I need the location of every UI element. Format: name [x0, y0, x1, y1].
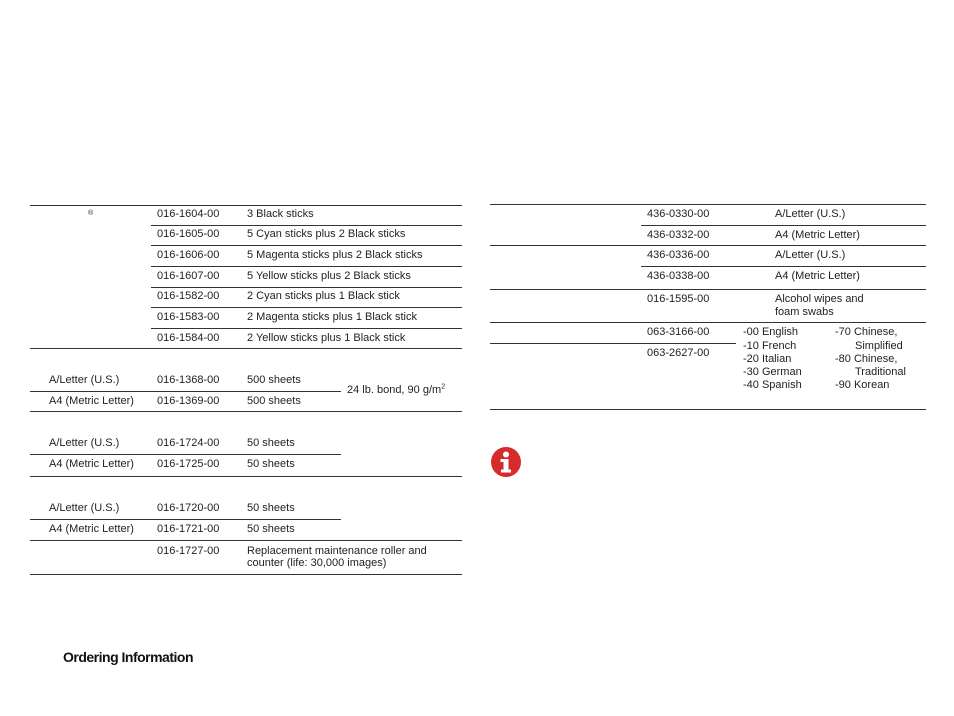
rule — [151, 266, 462, 267]
info-icon — [490, 446, 522, 478]
description-line2: foam swabs — [775, 306, 834, 318]
rule — [151, 225, 462, 226]
part-number: 016-1606-00 — [157, 249, 220, 261]
part-number: 016-1604-00 — [157, 208, 220, 220]
rule — [490, 204, 926, 205]
rule — [151, 245, 462, 246]
rule — [490, 322, 926, 323]
paper-size: A/Letter (U.S.) — [49, 374, 120, 386]
language: -90 Korean — [835, 379, 890, 391]
rule — [641, 225, 926, 226]
rule — [30, 454, 341, 455]
part-number: 016-1595-00 — [647, 293, 710, 305]
rule — [30, 348, 462, 349]
part-number: 016-1582-00 — [157, 290, 220, 302]
part-number: 016-1727-00 — [157, 545, 220, 557]
part-number: 016-1721-00 — [157, 523, 220, 535]
description: 50 sheets — [247, 502, 295, 514]
part-number: 016-1607-00 — [157, 270, 220, 282]
rule — [30, 574, 462, 575]
description: A4 (Metric Letter) — [775, 270, 860, 282]
description-line2: counter (life: 30,000 images) — [247, 557, 387, 569]
paper-size: A4 (Metric Letter) — [49, 458, 134, 470]
language: -30 German — [743, 366, 802, 378]
part-number: 016-1724-00 — [157, 437, 220, 449]
paper-size: A4 (Metric Letter) — [49, 523, 134, 535]
rule — [151, 328, 462, 329]
rule — [490, 343, 736, 344]
paper-size: A4 (Metric Letter) — [49, 395, 134, 407]
rule — [30, 411, 462, 412]
language: -40 Spanish — [743, 379, 802, 391]
description: A/Letter (U.S.) — [775, 249, 846, 261]
language: Simplified — [855, 340, 903, 352]
description: 5 Magenta sticks plus 2 Black sticks — [247, 249, 423, 261]
part-number: 016-1725-00 — [157, 458, 220, 470]
part-number: 063-2627-00 — [647, 347, 710, 359]
description: 5 Yellow sticks plus 2 Black sticks — [247, 270, 411, 282]
part-number: 016-1583-00 — [157, 311, 220, 323]
rule — [30, 519, 341, 520]
part-number: 016-1584-00 — [157, 332, 220, 344]
paper-size: A/Letter (U.S.) — [49, 437, 120, 449]
description: 50 sheets — [247, 523, 295, 535]
description: 500 sheets — [247, 374, 301, 386]
language: -70 Chinese, — [835, 326, 898, 338]
part-number: 436-0332-00 — [647, 229, 710, 241]
rule — [490, 409, 926, 410]
part-number: 436-0336-00 — [647, 249, 710, 261]
part-number: 016-1605-00 — [157, 228, 220, 240]
description: 2 Magenta sticks plus 1 Black stick — [247, 311, 417, 323]
rule — [30, 391, 341, 392]
part-number: 436-0338-00 — [647, 270, 710, 282]
description: 2 Cyan sticks plus 1 Black stick — [247, 290, 400, 302]
description-line1: Alcohol wipes and — [775, 293, 864, 305]
description: 2 Yellow sticks plus 1 Black stick — [247, 332, 406, 344]
description: A4 (Metric Letter) — [775, 229, 860, 241]
part-number: 016-1368-00 — [157, 374, 220, 386]
footer-title: Ordering Information — [63, 649, 193, 665]
paper-size: A/Letter (U.S.) — [49, 502, 120, 514]
language: -10 French — [743, 340, 797, 352]
description: 500 sheets — [247, 395, 301, 407]
part-number: 016-1369-00 — [157, 395, 220, 407]
description-line1: Replacement maintenance roller and — [247, 545, 427, 557]
description: 3 Black sticks — [247, 208, 314, 220]
rule — [151, 307, 462, 308]
paper-note-superscript: 2 — [441, 383, 446, 391]
description: 50 sheets — [247, 458, 295, 470]
rule — [30, 205, 462, 206]
paper-note-text: 24 lb. bond, 90 g/m — [347, 384, 442, 396]
part-number: 436-0330-00 — [647, 208, 710, 220]
language: -00 English — [743, 326, 799, 338]
language: Traditional — [855, 366, 906, 378]
registered-mark: ® — [88, 210, 94, 217]
description: A/Letter (U.S.) — [775, 208, 846, 220]
paper-note — [347, 384, 445, 397]
rule — [490, 245, 926, 246]
rule — [490, 289, 926, 290]
part-number: 063-3166-00 — [647, 326, 710, 338]
part-number: 016-1720-00 — [157, 502, 220, 514]
description: 5 Cyan sticks plus 2 Black sticks — [247, 228, 406, 240]
language: -20 Italian — [743, 353, 792, 365]
rule — [151, 287, 462, 288]
rule — [30, 476, 462, 477]
rule — [641, 266, 926, 267]
rule — [30, 540, 462, 541]
description: 50 sheets — [247, 437, 295, 449]
language: -80 Chinese, — [835, 353, 898, 365]
